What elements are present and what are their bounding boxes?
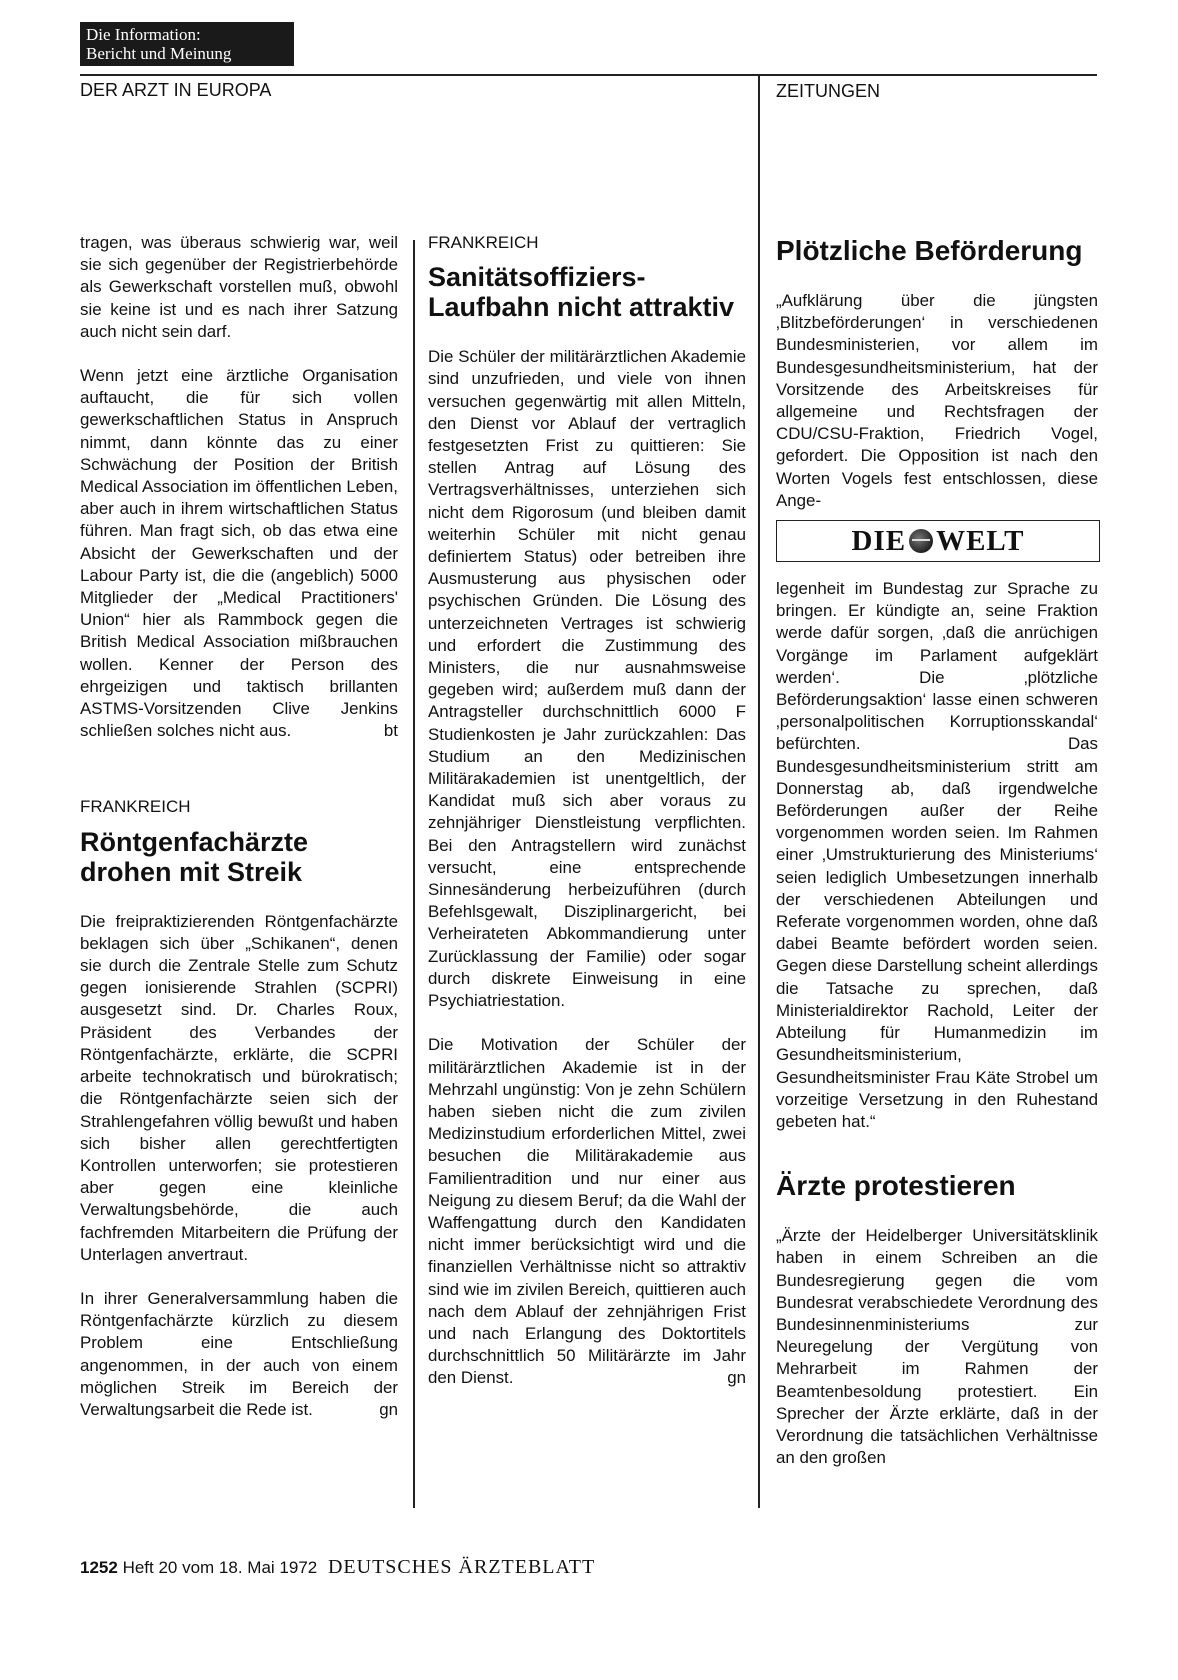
section-badge xyxy=(80,22,294,66)
article-paragraph xyxy=(80,365,398,742)
article-headline: Röntgenfachärzte drohen mit Streik xyxy=(80,826,309,887)
page-number: 1252 xyxy=(80,1558,118,1577)
column-1 xyxy=(80,232,398,1421)
page-footer xyxy=(80,1556,595,1579)
header-rule xyxy=(80,74,1097,76)
badge-line-2: Bericht und Meinung xyxy=(86,44,232,63)
paragraph-text: Die Motivation der Schüler der militärärztlichen Akademie ist in der Mehrzahl ungünstig: Von je zehn Schülern haben sieben nicht die zum zivilen Medizinstudium erforderlichen Mittel, zwei besuchen die Militärakademie aus Familientradition und nur einer aus Neigung zu diesem Beruf; da die Wahl der Waffengattung durch den Kandidaten nicht immer berücksichtigt wird und die finanziellen Verhältnisse nicht so attraktiv sind wie im zivilen Bereich, quittieren auch nach dem Ablauf der zehnjährigen Frist und nach Erlangung des Doktortitels durchschnittlich 50 Militärärzte im Jahr den Dienst. xyxy=(428,1035,746,1388)
article-continuation-text: tragen, was überaus schwierig war, weil sie sich gegenüber der Registrierbehörde als Gewerkschaft vorstellen muß, obwohl sie keine ist und es nach ihrer Satzung auch nicht sein darf. xyxy=(80,233,398,341)
article-paragraph xyxy=(428,1034,746,1389)
article-paragraph xyxy=(80,1288,398,1421)
article-headline: Plötzliche Beförderung xyxy=(776,235,1083,266)
article-kicker: FRANKREICH xyxy=(428,233,539,252)
article-paragraph: „Ärzte der Heidelberger Universitätsklinik haben in einem Schreiben an die Bundesregierung gegen die vom Bundesrat verabschiedete Verordnung des Bundesinnenministeriums zur Neuregelung der Vergütung von Mehrarbeit im Rahmen der Beamtenbesoldung protestiert. Ein Sprecher der Ärzte erklärte, daß in der Verordnung die tatsächlichen Verhältnisse an den großen xyxy=(776,1226,1098,1468)
column-divider-2 xyxy=(758,76,760,1508)
article-paragraph: Die freipraktizierenden Röntgenfachärzte beklagen sich über „Schikanen“, denen sie durch die Zentrale Stelle zum Schutz gegen ionisierende Strahlen (SCPRI) ausgesetzt sind. Dr. Charles Roux, Präsident des Verbandes der Röntgenfachärzte, erklärte, die SCPRI arbeite technokratisch und bürokratisch; die Röntgenfachärzte seien sich der Strahlengefahren völlig bewußt und haben sich bisher allen gerechtfertigten Kontrollen unterworfen; sie protestieren aber gegen eine kleinliche Verwaltungsbehörde, die auch fachfremden Mitarbeitern die Prüfung der Unterlagen anvertraut. xyxy=(80,911,398,1264)
article-paragraph: „Aufklärung über die jüngsten ‚Blitzbeförderungen‘ in verschiedenen Bundesministerien, vor allem im Bundesgesundheitsministerium, hat der Vorsitzende des Arbeitskreises für allgemeine und Rechtsfragen der CDU/CSU-Fraktion, Friedrich Vogel, gefordert. Die Opposition ist nach den Worten Vogels fest entschlossen, diese Ange- xyxy=(776,291,1098,510)
issue-info: Heft 20 vom 18. Mai 1972 xyxy=(122,1558,318,1577)
section-title-left: DER ARZT IN EUROPA xyxy=(80,80,272,100)
column-divider-1 xyxy=(413,240,415,1508)
column-2 xyxy=(428,232,746,1390)
author-signature: gn xyxy=(379,1399,398,1419)
paragraph-text: Wenn jetzt eine ärztliche Organisation auftaucht, die für sich vollen gewerkschaftlichen Status in Anspruch nimmt, dann könnte das zu einer Schwächung der Position der British Medical Association im öffentlichen Leben, aber auch in ihrem wirtschaftlichen Status führen. Man fragt sich, ob das etwa eine Absicht der Gewerkschaften und der Labour Party ist, die die (angeblich) 5000 Mitglieder der „Medical Practitioners' Union“ hier als Rammbock gegen die British Medical Association mißbrauchen wollen. Kenner der Person des ehrgeizigen und taktisch brillanten ASTMS-Vorsitzenden Clive Jenkins schließen solches nicht aus. xyxy=(80,366,398,741)
article-kicker: FRANKREICH xyxy=(80,797,191,817)
logo-text-left: DIE xyxy=(851,524,907,557)
journal-name: DEUTSCHES ÄRZTEBLATT xyxy=(327,1556,596,1578)
paragraph-text: In ihrer Generalversammlung haben die Röntgenfachärzte kürzlich zu diesem Problem eine Entschließung angenommen, in der auch von einem möglichen Streik im Bereich der Verwaltungsarbeit die Rede ist. xyxy=(80,1288,398,1419)
globe-icon xyxy=(909,529,933,553)
die-welt-logo xyxy=(776,520,1100,562)
author-signature: gn xyxy=(727,1368,746,1388)
author-signature: bt xyxy=(383,721,398,741)
section-title-right: ZEITUNGEN xyxy=(776,81,881,101)
logo-text-right: WELT xyxy=(936,524,1025,557)
column-3 xyxy=(776,234,1098,1469)
badge-line-1: Die Information: xyxy=(86,25,201,44)
article-headline: Ärzte protestieren xyxy=(776,1170,1016,1202)
article-paragraph: legenheit im Bundestag zur Sprache zu bringen. Er kündigte an, seine Fraktion werde dafür sorgen, ‚daß die anrüchigen Vorgänge im Parlament aufgeklärt werden‘. Die ‚plötzliche Beförderungsaktion‘ lasse einen schweren ‚personalpolitischen Korruptionsskandal‘ befürchten. Das Bundesgesundheitsministerium stritt am Donnerstag ab, daß irgendwelche Beförderungen außer der Reihe vorgenommen worden seien. Im Rahmen einer ‚Umstrukturierung des Ministeriums‘ seien lediglich Umbesetzungen innerhalb der verschiedenen Abteilungen und Referate vorgenommen worden, ohne daß dabei Beamte befördert worden seien. Gegen diese Darstellung scheint allerdings die Tatsache zu sprechen, daß Ministerialdirektor Rachold, Leiter der Abteilung für Humanmedizin im Gesundheitsministerium, Gesundheitsminister Frau Käte Strobel um vorzeitige Versetzung in den Ruhestand gebeten hat.“ xyxy=(776,579,1098,1131)
article-headline: Sanitätsoffiziers-Laufbahn nicht attraktiv xyxy=(428,262,735,323)
article-paragraph: Die Schüler der militärärztlichen Akademie sind unzufrieden, und viele von ihnen versuchen gegenwärtig mit allen Mitteln, den Dienst vor Ablauf der vertraglich festgesetzten Frist zu quittieren: Sie stellen Antrag auf Lösung des Vertragsverhältnisses, unterziehen sich nicht dem Rigorosum (und bleiben damit weiterhin Schüler mit nicht genau definiertem Status) oder betreiben ihre Ausmusterung aus physischen oder psychischen Gründen. Die Lösung des unterzeichneten Vertrages ist schwierig und erfordert die Zustimmung des Ministers, die nur ausnahmsweise gegeben wird; außerdem muß dann der Antragsteller durchschnittlich 6000 F Studienkosten je Jahr zurückzahlen: Das Studium an den Medizinischen Militärakademien ist unentgeltlich, der Kandidat muß sich aber voraus zu zehnjähriger Dienstleistung verpflichten. Bei den Antragstellern wird zunächst versucht, eine entsprechende Sinnesänderung herbeizuführen (durch Befehlsgewalt, Disziplinargericht, bei Verheirateten Abkommandierung unter Zurücklassung der Familie) oder sogar durch diskrete Einweisung in eine Psychiatriestation. xyxy=(428,347,746,1011)
